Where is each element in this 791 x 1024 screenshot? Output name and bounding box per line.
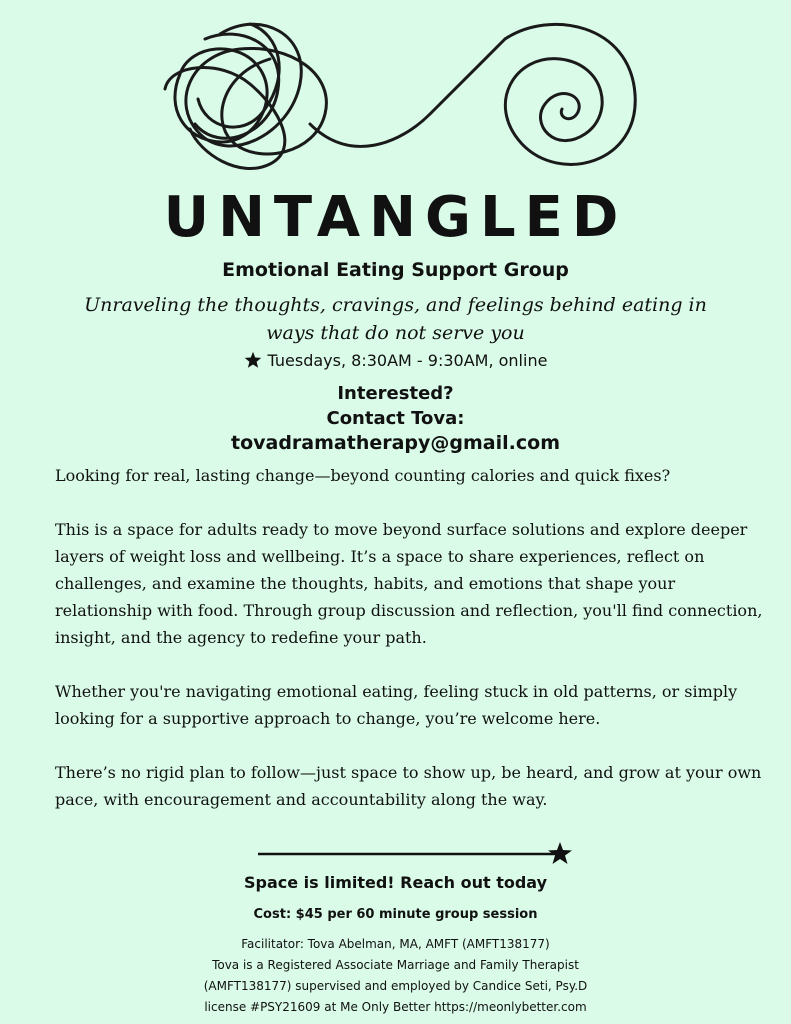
body-paragraph: This is a space for adults ready to move beyond surface solutions and explore deeper layers of weight loss and wellbeing. It’s a space to share experiences, reflect on challenges, and examine the thoughts, habits, and emotions that shape your relationship with food. Through group discussion and reflection, you'll find connection, insight, and the agency to redefine your path. [55,520,763,647]
star-divider [258,842,578,866]
facilitator-info [120,934,671,1018]
facilitator-line: (AMFT138177) supervised and employed by Candice Seti, Psy.D [203,979,588,993]
tagline: Unraveling the thoughts, cravings, and feelings behind eating in ways that do not serve you [84,294,707,344]
tangled-yarn-spiral-icon [160,14,645,186]
body-paragraph: There’s no rigid plan to follow—just space to show up, be heard, and grow at your own pace, with encouragement and accountability along the way. [55,763,762,809]
facilitator-line: Tova is a Registered Associate Marriage and Family Therapist [212,958,579,972]
contact-email-link[interactable]: tovadramatherapy@gmail.com [230,432,560,454]
contact-block [0,381,791,456]
contact-name: Contact Tova: [326,408,465,429]
facilitator-line: license #PSY21609 at Me Only Better https://meonlybetter.com [204,1000,587,1014]
body-paragraph: Looking for real, lasting change—beyond counting calories and quick fixes? [55,466,671,485]
body-paragraph: Whether you're navigating emotional eating, feeling stuck in old patterns, or simply looking for a supportive approach to change, you’re welcome here. [55,682,738,728]
cost-line: Cost: $45 per 60 minute group session [253,907,538,922]
brand-title: UNTANGLED [163,185,628,250]
contact-interested: Interested? [337,383,454,404]
call-to-action: Space is limited! Reach out today [243,873,548,892]
star-icon [244,351,262,369]
group-subtitle: Emotional Eating Support Group [222,259,569,281]
schedule-line [0,350,791,372]
schedule-text: Tuesdays, 8:30AM - 9:30AM, online [267,351,548,370]
body-text [55,462,767,840]
divider-star-icon [548,842,572,864]
facilitator-line: Facilitator: Tova Abelman, MA, AMFT (AMFT138177) [241,937,550,951]
